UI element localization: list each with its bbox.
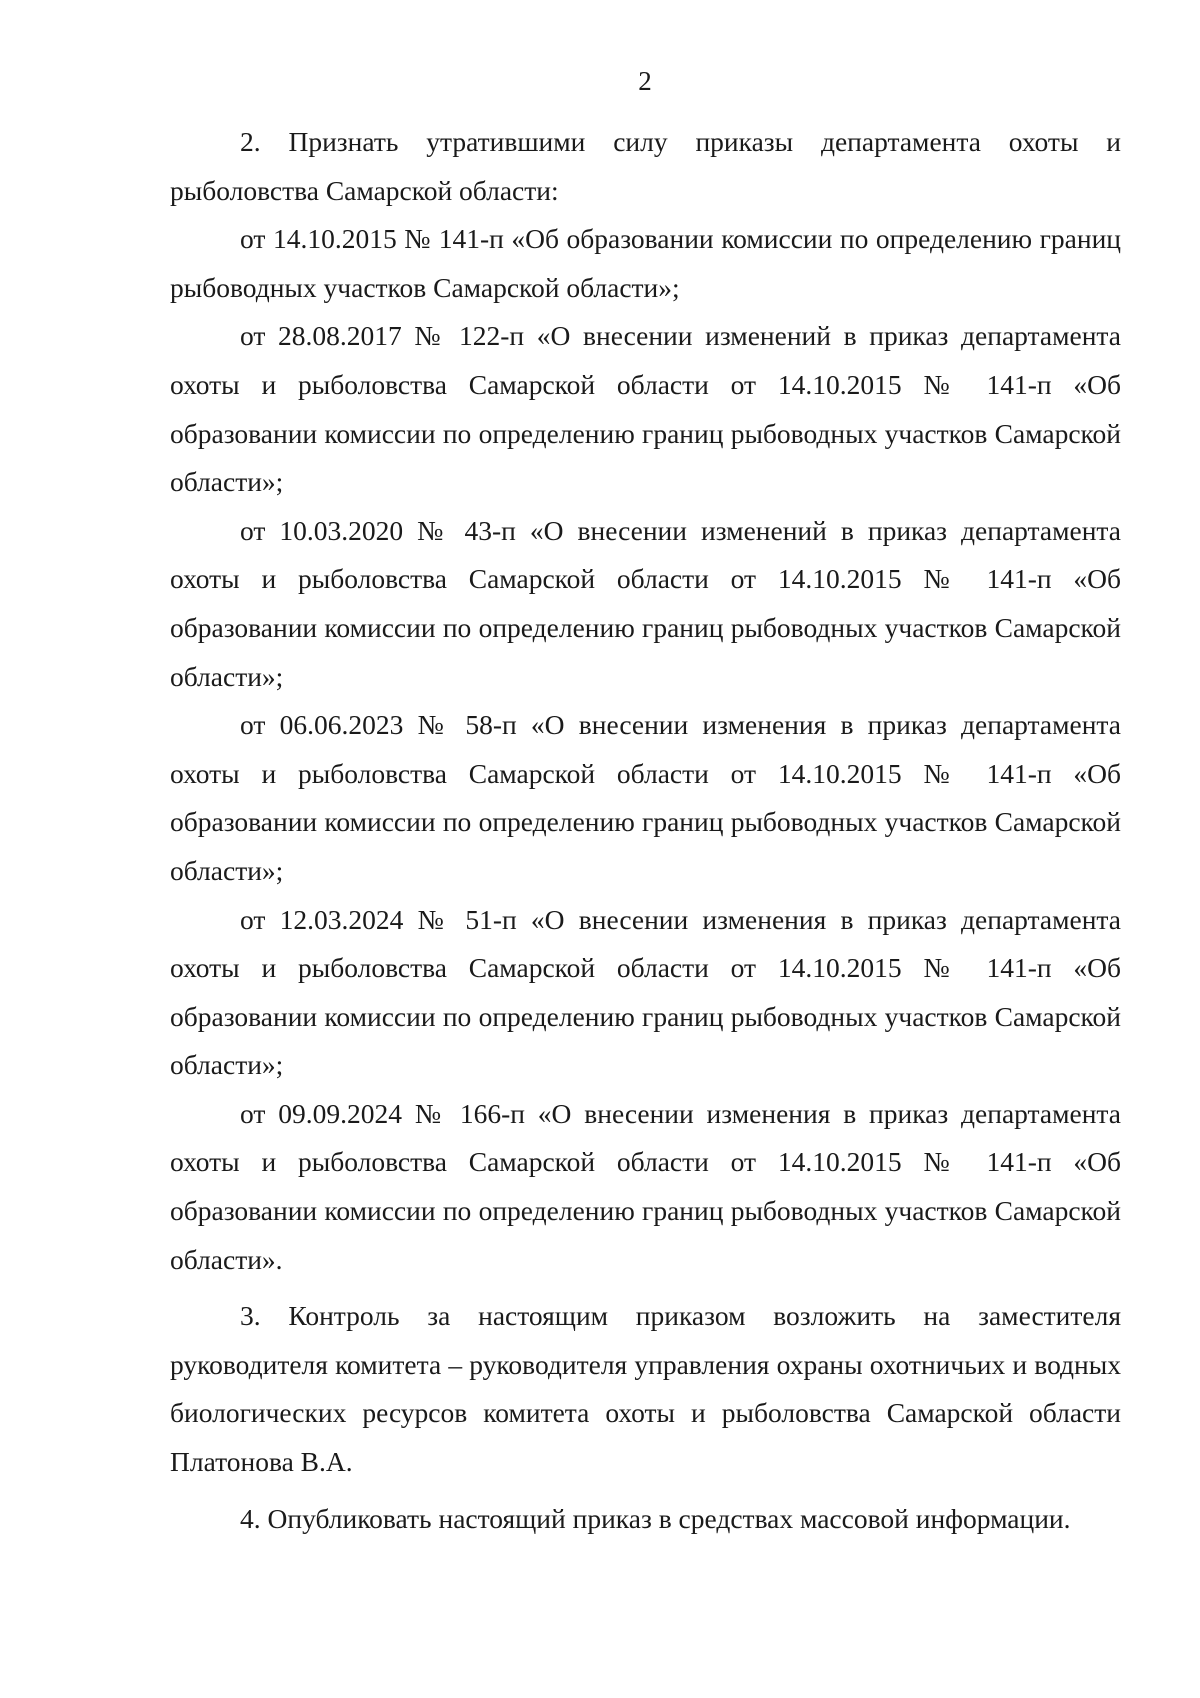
paragraph-order-2017-122: от 28.08.2017 № 122-п «О внесении изменений в приказ департамента охоты и рыболовства Самарской области от 14.10.2015 № 141-п «Об образовании комиссии по определению границ рыбоводных участков Самарской области»; xyxy=(170,320,1121,498)
paragraph-item-3: 3. Контроль за настоящим приказом возложить на заместителя руководителя комитета – руководителя управления охраны охотничьих и водных биологических ресурсов комитета охоты и рыболовства Самарской области Платонова В.А. xyxy=(170,1300,1121,1478)
paragraph-order-2023-58: от 06.06.2023 № 58-п «О внесении изменения в приказ департамента охоты и рыболовства Самарской области от 14.10.2015 № 141-п «Об образовании комиссии по определению границ рыбоводных участков Самарской области»; xyxy=(170,709,1121,886)
paragraph-order-2020-43: от 10.03.2020 № 43-п «О внесении изменений в приказ департамента охоты и рыболовства Самарской области от 14.10.2015 № 141-п «Об образовании комиссии по определению границ рыбоводных участков Самарской области»; xyxy=(170,514,1121,692)
paragraph-order-2024-51: от 12.03.2024 № 51-п «О внесении изменения в приказ департамента охоты и рыболовства Самарской области от 14.10.2015 № 141-п «Об образовании комиссии по определению границ рыбоводных участков Самарской области»; xyxy=(170,903,1121,1081)
paragraph-item-4: 4. Опубликовать настоящий приказ в средствах массовой информации. xyxy=(240,1502,1071,1534)
paragraph-item-2: 2. Признать утратившими силу приказы департамента охоты и рыболовства Самарской области: xyxy=(170,126,1121,206)
document-body xyxy=(170,118,1121,1543)
paragraph-order-2015-141: от 14.10.2015 № 141-п «Об образовании комиссии по определению границ рыбоводных участков Самарской области»; xyxy=(170,223,1121,303)
page-number: 2 xyxy=(638,66,652,96)
paragraph-order-2024-166: от 09.09.2024 № 166-п «О внесении изменения в приказ департамента охоты и рыболовства Самарской области от 14.10.2015 № 141-п «Об образовании комиссии по определению границ рыбоводных участков Самарской области». xyxy=(170,1097,1121,1275)
